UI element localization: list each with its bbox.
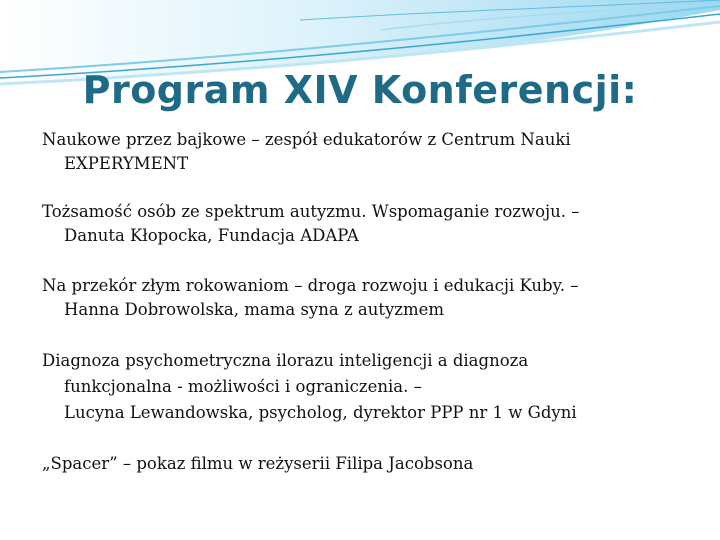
slide-title: Program XIV Konferencji: xyxy=(82,68,638,112)
program-item-line: „Spacer” – pokaz filmu w reżyserii Filipa Jacobsona xyxy=(42,454,474,473)
program-item-line: Tożsamość osób ze spektrum autyzmu. Wspomaganie rozwoju. – xyxy=(42,202,580,221)
program-item-line: Hanna Dobrowolska, mama syna z autyzmem xyxy=(64,300,445,319)
program-item xyxy=(42,452,692,476)
program-item-line: Danuta Kłopocka, Fundacja ADAPA xyxy=(64,226,359,245)
program-item xyxy=(42,128,692,176)
program-item-line: Diagnoza psychometryczna ilorazu inteligencji a diagnoza xyxy=(42,351,529,370)
program-item-line: funkcjonalna - możliwości i ograniczenia. – xyxy=(64,377,422,396)
program-item-line: EXPERYMENT xyxy=(64,154,189,173)
program-list xyxy=(42,128,692,476)
program-item-line: Na przekór złym rokowaniom – droga rozwoju i edukacji Kuby. – xyxy=(42,276,579,295)
program-item xyxy=(42,274,692,322)
program-item-line: Naukowe przez bajkowe – zespół edukatorów z Centrum Nauki xyxy=(42,130,571,149)
program-item xyxy=(42,348,692,426)
program-item-line: Lucyna Lewandowska, psycholog, dyrektor PPP nr 1 w Gdyni xyxy=(64,403,577,422)
program-item xyxy=(42,200,692,248)
